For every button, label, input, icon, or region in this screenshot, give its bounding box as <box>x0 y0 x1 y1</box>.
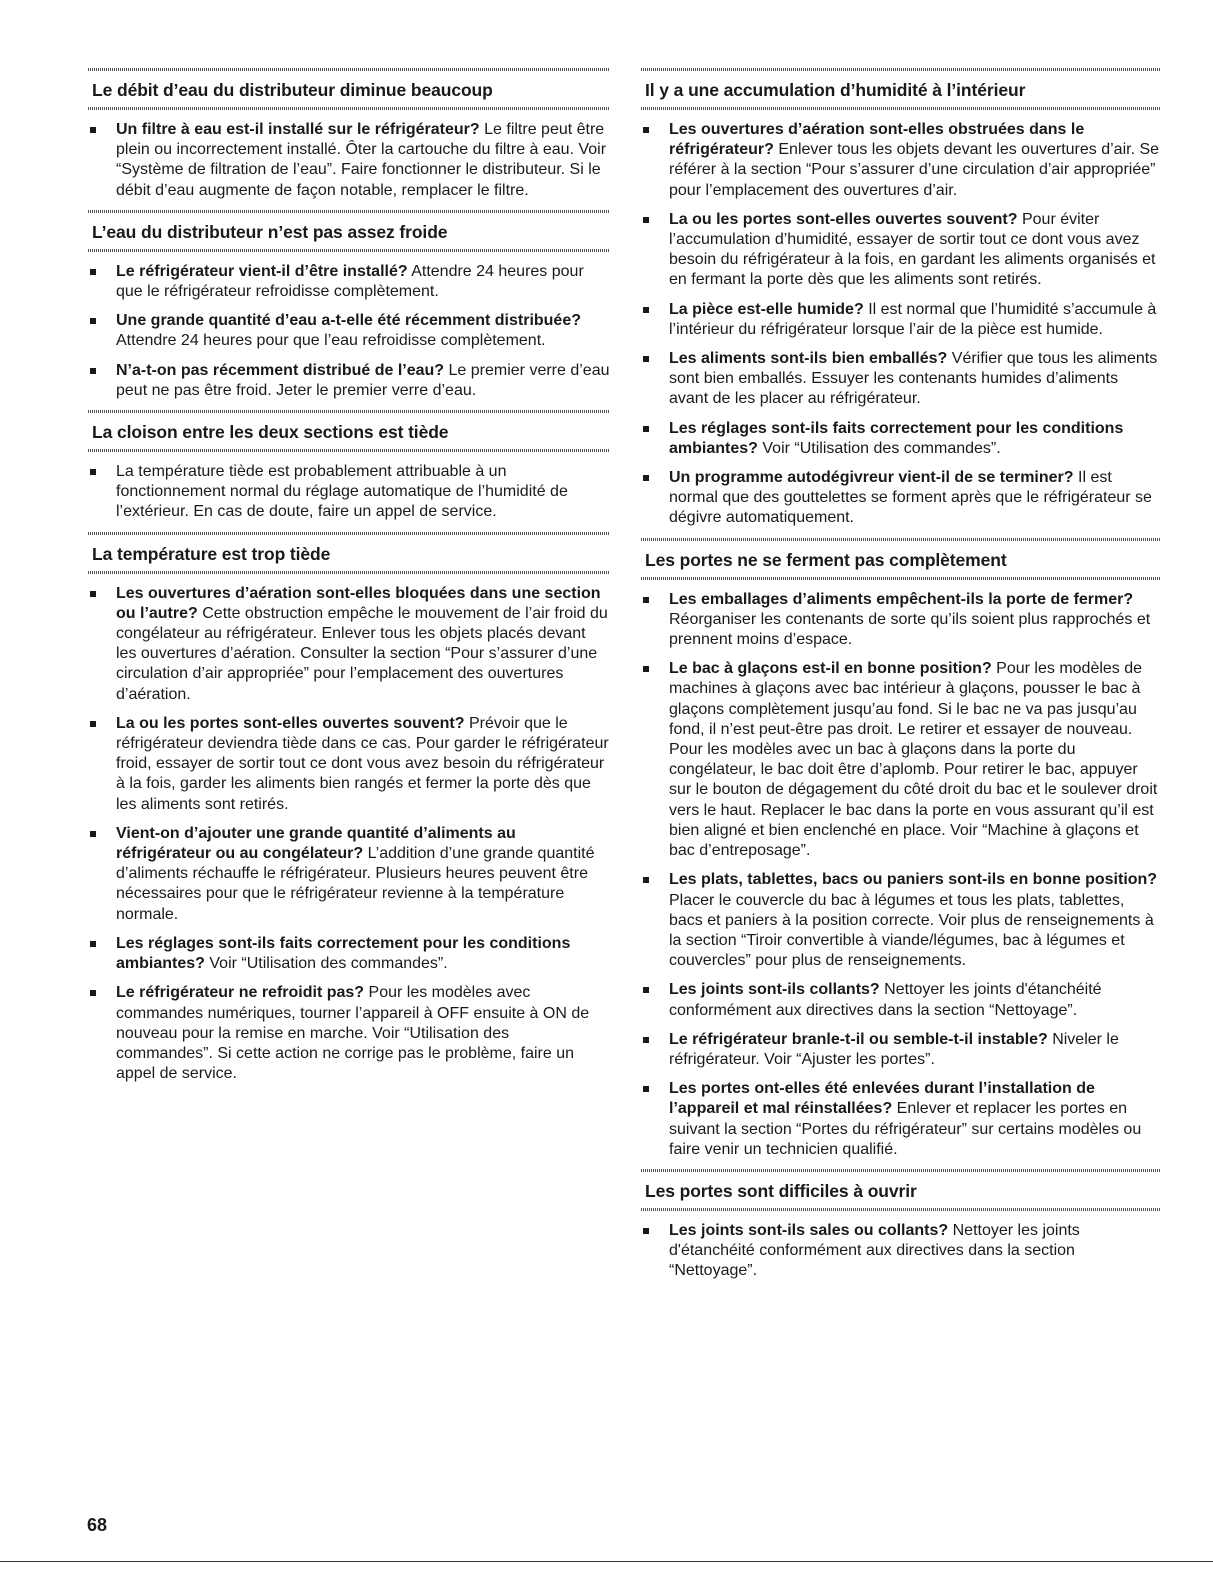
list-item <box>641 300 1161 340</box>
item-answer: Le filtre peut être plein ou incorrectement installé. Ôter la cartouche du filtre à eau. Voir “Système de filtration de l’eau”. Faire fonctionner le distributeur. Si le débit d’eau augmente de façon notable, remplacer le filtre. <box>116 121 607 199</box>
square-bullet-icon <box>90 269 96 275</box>
section-header <box>641 1169 1161 1211</box>
bottom-rule <box>0 1561 1213 1562</box>
square-bullet-icon <box>90 368 96 374</box>
square-bullet-icon <box>643 666 649 672</box>
square-bullet-icon <box>90 990 96 996</box>
square-bullet-icon <box>643 987 649 993</box>
troubleshooting-section <box>641 538 1161 1160</box>
square-bullet-icon <box>90 318 96 324</box>
section-title: Les portes ne se ferment pas complètement <box>645 549 1007 570</box>
item-answer: Il est normal que des gouttelettes se forment après que le réfrigérateur se dégivre automatiquement. <box>669 469 1152 527</box>
item-answer: Nettoyer les joints d'étanchéité conformément aux directives dans la section “Nettoyage”. <box>669 1221 1080 1280</box>
item-question: La pièce est-elle humide? <box>669 300 864 318</box>
item-question: Un programme autodégivreur vient-il de se terminer? <box>669 469 1074 487</box>
section-header <box>88 410 610 452</box>
item-answer: Voir “Utilisation des commandes”. <box>762 439 1001 457</box>
section-title: Les portes sont difficiles à ouvrir <box>645 1180 917 1201</box>
list-item <box>641 870 1161 971</box>
list-item <box>88 262 610 302</box>
list-item <box>88 120 610 201</box>
square-bullet-icon <box>643 475 649 481</box>
list-item <box>88 934 610 974</box>
item-question: La ou les portes sont-elles ouvertes souvent? <box>116 714 465 732</box>
item-answer: Enlever tous les objets devant les ouvertures d’air. Se référer à la section “Pour s’assurer d’une circulation d’air appropriée” pour l’emplacement des ouvertures d’air. <box>669 141 1160 199</box>
item-question: Le réfrigérateur vient-il d’être installé? <box>116 262 408 280</box>
list-item <box>641 980 1161 1020</box>
item-answer: Cette obstruction empêche le mouvement de l’air froid du congélateur au réfrigérateur. Enlever tous les objets placés devant les ouvertures d’aération. Consulter la section “Pour s’assurer d’une circulation d’air appropriée” pour l’emplacement des ouvertures d’aération. <box>116 604 608 703</box>
item-question: Les aliments sont-ils bien emballés? <box>669 350 948 368</box>
square-bullet-icon <box>643 217 649 223</box>
item-list <box>88 574 610 1085</box>
item-question: Les réglages sont-ils faits correctement pour les conditions ambiantes? <box>669 419 1124 457</box>
item-answer: Il est normal que l’humidité s’accumule à l’intérieur du réfrigérateur lorsque l’air de la pièce est humide. <box>669 300 1157 338</box>
square-bullet-icon <box>90 469 96 475</box>
item-question: N’a-t-on pas récemment distribué de l’eau? <box>116 361 445 379</box>
section-header <box>641 68 1161 110</box>
item-list <box>641 110 1161 529</box>
item-answer: La température tiède est probablement attribuable à un fonctionnement normal du réglage automatique de l’humidité de l’extérieur. En cas de doute, faire un appel de service. <box>116 463 568 521</box>
square-bullet-icon <box>90 941 96 947</box>
section-header <box>641 538 1161 580</box>
page-number: 68 <box>87 1515 108 1535</box>
item-question: Le réfrigérateur ne refroidit pas? <box>116 984 365 1002</box>
list-item <box>88 584 610 705</box>
list-item <box>641 1030 1161 1070</box>
square-bullet-icon <box>643 307 649 313</box>
list-item <box>88 824 610 925</box>
item-question: Les ouvertures d’aération sont-elles bloquées dans une section ou l’autre? <box>116 584 601 622</box>
item-answer: Le premier verre d’eau peut ne pas être froid. Jeter le premier verre d’eau. <box>116 361 610 399</box>
item-list <box>641 580 1161 1160</box>
troubleshooting-section <box>88 68 610 201</box>
item-answer: Attendre 24 heures pour que l’eau refroidisse complètement. <box>116 332 546 350</box>
troubleshooting-section <box>641 68 1161 529</box>
square-bullet-icon <box>90 831 96 837</box>
item-answer: L’addition d’une grande quantité d’aliments réchauffe le réfrigérateur. Plusieurs heures peuvent être nécessaires pour que le réfrigérateur revienne à la température normale. <box>116 845 595 923</box>
item-list <box>88 252 610 401</box>
item-answer: Nettoyer les joints d'étanchéité conformément aux directives dans la section “Nettoyage”. <box>669 981 1102 1019</box>
list-item <box>641 590 1161 651</box>
section-header <box>88 68 610 110</box>
item-question: Un filtre à eau est-il installé sur le réfrigérateur? <box>116 121 480 138</box>
list-item <box>641 120 1161 201</box>
item-question: Une grande quantité d’eau a-t-elle été récemment distribuée? <box>116 312 581 330</box>
section-title: Le débit d’eau du distributeur diminue beaucoup <box>92 80 493 100</box>
item-question: Les joints sont-ils collants? <box>669 981 880 999</box>
list-item <box>88 983 610 1084</box>
item-answer: Voir “Utilisation des commandes”. <box>209 955 448 973</box>
item-question: Le bac à glaçons est-il en bonne position? <box>669 660 992 678</box>
list-item <box>641 468 1161 529</box>
item-question: La ou les portes sont-elles ouvertes souvent? <box>669 210 1018 228</box>
square-bullet-icon <box>643 127 649 133</box>
right-column <box>641 68 1161 1291</box>
list-item <box>641 1221 1161 1282</box>
item-answer: Niveler le réfrigérateur. Voir “Ajuster les portes”. <box>669 1030 1119 1068</box>
item-answer: Pour éviter l’accumulation d’humidité, essayer de sortir tout ce dont vous avez besoin du réfrigérateur à la fois, en gardant les aliments organisés et en fermant la porte dès que les aliments sont retirés. <box>669 210 1156 289</box>
item-answer: Réorganiser les contenants de sorte qu’ils soient plus rapprochés et prennent moins d’espace. <box>669 610 1151 649</box>
square-bullet-icon <box>643 1228 649 1234</box>
square-bullet-icon <box>90 721 96 727</box>
square-bullet-icon <box>643 426 649 432</box>
item-question: Le réfrigérateur branle-t-il ou semble-t-il instable? <box>669 1030 1048 1048</box>
troubleshooting-section <box>88 210 610 401</box>
list-item <box>641 659 1161 861</box>
section-title: L’eau du distributeur n’est pas assez froide <box>92 221 448 242</box>
troubleshooting-section <box>88 410 610 523</box>
item-list <box>88 110 610 201</box>
list-item <box>641 349 1161 410</box>
item-list <box>641 1211 1161 1282</box>
left-column <box>88 68 610 1093</box>
item-answer: Attendre 24 heures pour que le réfrigérateur refroidisse complètement. <box>116 262 584 301</box>
item-answer: Pour les modèles avec commandes numériques, tourner l’appareil à OFF ensuite à ON de nouveau pour la remise en marche. Voir “Utilisation des commandes”. Si cette action ne corrige pas le problème, faire un appel de service. <box>116 984 590 1083</box>
square-bullet-icon <box>90 591 96 597</box>
item-question: Les réglages sont-ils faits correctement pour les conditions ambiantes? <box>116 934 571 973</box>
item-list <box>88 452 610 523</box>
list-item <box>641 210 1161 291</box>
item-question: Les portes ont-elles été enlevées durant l’installation de l’appareil et mal réinstallées? <box>669 1080 1095 1118</box>
list-item <box>641 419 1161 459</box>
list-item <box>88 714 610 815</box>
item-answer: Enlever et replacer les portes en suivant la section “Portes du réfrigérateur” sur certains modèles ou faire venir un technicien qualifié. <box>669 1100 1142 1158</box>
square-bullet-icon <box>90 127 96 133</box>
square-bullet-icon <box>643 1037 649 1043</box>
square-bullet-icon <box>643 877 649 883</box>
list-item <box>641 1079 1161 1160</box>
item-question: Les ouvertures d’aération sont-elles obstruées dans le réfrigérateur? <box>669 121 1085 159</box>
list-item <box>88 311 610 351</box>
item-question: Les joints sont-ils sales ou collants? <box>669 1221 949 1239</box>
troubleshooting-section <box>641 1169 1161 1282</box>
section-title: La température est trop tiède <box>92 543 331 564</box>
item-question: Les plats, tablettes, bacs ou paniers sont-ils en bonne position? <box>669 871 1158 889</box>
item-question: Les emballages d’aliments empêchent-ils la porte de fermer? <box>669 590 1134 608</box>
section-title: La cloison entre les deux sections est tiède <box>92 422 449 443</box>
item-question: Vient-on d’ajouter une grande quantité d’aliments au réfrigérateur ou au congélateur? <box>116 824 516 863</box>
square-bullet-icon <box>643 356 649 362</box>
item-answer: Vérifier que tous les aliments sont bien emballés. Essuyer les contenants humides d’aliments avant de les placer au réfrigérateur. <box>669 350 1158 408</box>
item-answer: Placer le couvercle du bac à légumes et tous les plats, tablettes, bacs et paniers à la position correcte. Voir plus de renseignements à la section “Tiroir convertible à viande/légumes, bac à légumes et couvercles” pour plus de renseignements. <box>669 891 1154 970</box>
troubleshooting-section <box>88 532 610 1085</box>
section-header <box>88 532 610 574</box>
list-item <box>88 361 610 401</box>
item-answer: Prévoir que le réfrigérateur deviendra tiède dans ce cas. Pour garder le réfrigérateur froid, essayer de sortir tout ce dont vous avez besoin du réfrigérateur à la fois, garder les aliments bien rangés et fermer la porte dès que les aliments sont retirés. <box>116 714 609 813</box>
section-header <box>88 210 610 252</box>
list-item <box>88 462 610 523</box>
section-title: Il y a une accumulation d’humidité à l’intérieur <box>645 80 1026 100</box>
square-bullet-icon <box>643 1086 649 1092</box>
square-bullet-icon <box>643 597 649 603</box>
item-answer: Pour les modèles de machines à glaçons avec bac intérieur à glaçons, pousser le bac à glaçons complètement jusqu’au fond. Si le bac ne va pas jusqu’au fond, il n’est peut-être pas droit. Le retirer et essayer de nouveau. Pour les modèles avec un bac à glaçons dans la porte du congélateur, le bac doit être d’aplomb. Pour retirer le bac, appuyer sur le bouton de dégagement du côté droit du bac et le soulever droit vers le haut. Replacer le bac dans la porte en vous assurant qu’il est bien aligné et bien enclenché en place. Voir “Machine à glaçons et bac d’entreposage”. <box>669 660 1158 860</box>
